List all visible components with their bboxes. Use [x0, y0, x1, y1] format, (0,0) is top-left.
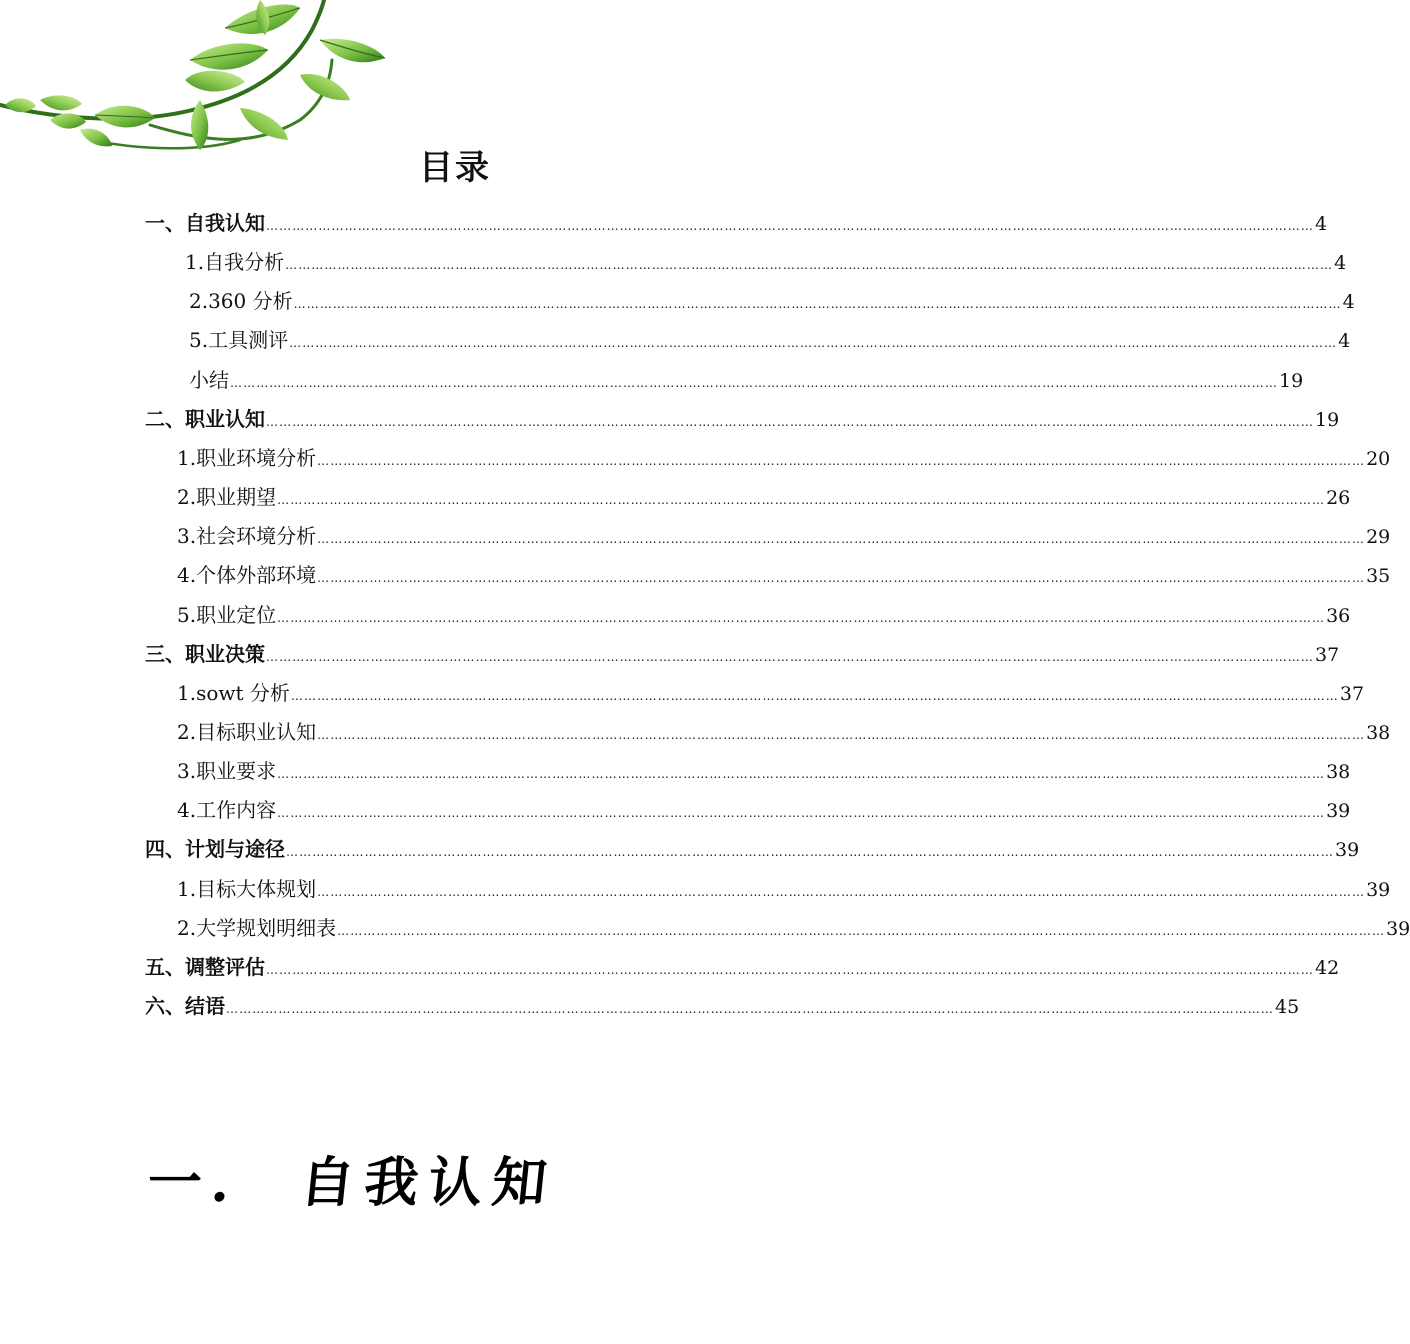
- toc-dot-leader: ……………………………………………………………………………………………………………………………………………………………………………………………………………………: [277, 806, 1326, 820]
- toc-entry[interactable]: [177, 874, 1391, 904]
- toc-entry[interactable]: [189, 365, 1304, 395]
- toc-entry[interactable]: [145, 952, 1340, 982]
- toc-entry-page: 37: [1339, 683, 1365, 705]
- toc-entry-page: 4: [1315, 213, 1328, 235]
- toc-entry[interactable]: [189, 325, 1351, 355]
- toc-entry-page: 39: [1386, 918, 1410, 940]
- toc-entry-label: 三、职业决策: [145, 642, 265, 666]
- chapter-heading: [144, 1140, 561, 1217]
- toc-dot-leader: ……………………………………………………………………………………………………………………………………………………………………………………………………………………: [266, 963, 1314, 977]
- toc-entry-page: 4: [1342, 291, 1355, 313]
- toc-entry-page: 29: [1366, 526, 1391, 548]
- toc-dot-leader: ……………………………………………………………………………………………………………………………………………………………………………………………………………………: [266, 415, 1314, 429]
- toc-entry[interactable]: [145, 404, 1340, 434]
- toc-entry[interactable]: [177, 795, 1351, 825]
- toc-dot-leader: ……………………………………………………………………………………………………………………………………………………………………………………………………………………: [317, 885, 1366, 899]
- toc-entry-label: 六、结语: [145, 994, 225, 1018]
- toc-entry-label: 五、调整评估: [145, 955, 265, 979]
- toc-dot-leader: ……………………………………………………………………………………………………………………………………………………………………………………………………………………: [293, 297, 1342, 311]
- toc-dot-leader: ……………………………………………………………………………………………………………………………………………………………………………………………………………………: [226, 1002, 1274, 1016]
- toc-entry-label: 1.职业环境分析: [177, 446, 317, 470]
- toc-entry-page: 38: [1326, 761, 1351, 783]
- toc-entry-label: 1.目标大体规划: [177, 877, 317, 901]
- toc-entry-label: 2.目标职业认知: [177, 720, 317, 744]
- toc-entry-page: 35: [1366, 565, 1391, 587]
- toc-dot-leader: ……………………………………………………………………………………………………………………………………………………………………………………………………………………: [317, 571, 1366, 585]
- toc-entry-page: 39: [1335, 839, 1360, 861]
- toc-entry-label: 2.大学规划明细表: [177, 916, 337, 940]
- toc-entry[interactable]: [177, 443, 1391, 473]
- toc-dot-leader: ……………………………………………………………………………………………………………………………………………………………………………………………………………………: [285, 258, 1334, 272]
- toc-dot-leader: ……………………………………………………………………………………………………………………………………………………………………………………………………………………: [266, 650, 1314, 664]
- toc-dot-leader: ……………………………………………………………………………………………………………………………………………………………………………………………………………………: [277, 493, 1326, 507]
- toc-entry[interactable]: [145, 991, 1300, 1021]
- toc-entry-label: 2.职业期望: [177, 485, 277, 509]
- toc-dot-leader: ……………………………………………………………………………………………………………………………………………………………………………………………………………………: [317, 454, 1366, 468]
- toc-entry[interactable]: [189, 286, 1355, 316]
- toc-dot-leader: ……………………………………………………………………………………………………………………………………………………………………………………………………………………: [317, 532, 1366, 546]
- toc-entry-label: 3.职业要求: [177, 759, 277, 783]
- toc-entry[interactable]: [177, 482, 1351, 512]
- toc-entry-page: 39: [1366, 879, 1391, 901]
- toc-dot-leader: ……………………………………………………………………………………………………………………………………………………………………………………………………………………: [230, 376, 1278, 390]
- toc-dot-leader: ……………………………………………………………………………………………………………………………………………………………………………………………………………………: [289, 336, 1338, 350]
- toc-entry-page: 45: [1275, 996, 1300, 1018]
- toc-entry[interactable]: [177, 600, 1351, 630]
- toc-entry-label: 4.工作内容: [177, 798, 277, 822]
- toc-entry-label: 小结: [189, 368, 229, 392]
- toc-dot-leader: ……………………………………………………………………………………………………………………………………………………………………………………………………………………: [266, 219, 1314, 233]
- toc-entry-label: 1.自我分析: [185, 250, 285, 274]
- toc-entry-page: 42: [1315, 957, 1340, 979]
- toc-entry[interactable]: [177, 913, 1410, 943]
- toc-entry-page: 19: [1315, 409, 1340, 431]
- toc-title: 目录: [419, 148, 491, 188]
- toc-entry-label: 一、自我认知: [145, 211, 265, 235]
- toc-entry-page: 36: [1326, 605, 1351, 627]
- toc-entry-page: 4: [1338, 330, 1351, 352]
- toc-entry[interactable]: [145, 208, 1328, 238]
- toc-dot-leader: ……………………………………………………………………………………………………………………………………………………………………………………………………………………: [337, 924, 1386, 938]
- toc-entry[interactable]: [185, 247, 1347, 277]
- toc-entry-label: 1.sowt 分析: [177, 681, 290, 705]
- toc-entry-page: 20: [1366, 448, 1391, 470]
- toc-dot-leader: ……………………………………………………………………………………………………………………………………………………………………………………………………………………: [317, 728, 1366, 742]
- toc-entry[interactable]: [177, 678, 1365, 708]
- toc-entry-label: 5.工具测评: [189, 328, 289, 352]
- toc-entry[interactable]: [177, 717, 1391, 747]
- toc-entry[interactable]: [177, 560, 1391, 590]
- toc-entry-page: 38: [1366, 722, 1391, 744]
- toc-entry-label: 3.社会环境分析: [177, 524, 317, 548]
- chapter-title: 自我认知: [297, 1150, 560, 1214]
- toc-entry-label: 2.360 分析: [189, 289, 293, 313]
- toc-entry-page: 4: [1334, 252, 1347, 274]
- toc-entry[interactable]: [177, 521, 1391, 551]
- toc-entry-page: 26: [1326, 487, 1351, 509]
- toc-entry[interactable]: [177, 756, 1351, 786]
- toc-entry-label: 二、职业认知: [145, 407, 265, 431]
- toc-entry-page: 39: [1326, 800, 1351, 822]
- toc-dot-leader: ……………………………………………………………………………………………………………………………………………………………………………………………………………………: [277, 767, 1326, 781]
- toc-dot-leader: ……………………………………………………………………………………………………………………………………………………………………………………………………………………: [290, 689, 1339, 703]
- chapter-number: 一.: [144, 1150, 244, 1214]
- toc-dot-leader: ……………………………………………………………………………………………………………………………………………………………………………………………………………………: [286, 845, 1334, 859]
- toc-entry-page: 19: [1279, 370, 1304, 392]
- toc-entry-page: 37: [1315, 644, 1340, 666]
- toc-dot-leader: ……………………………………………………………………………………………………………………………………………………………………………………………………………………: [277, 611, 1326, 625]
- toc-entry-label: 5.职业定位: [177, 603, 277, 627]
- toc-entry-label: 4.个体外部环境: [177, 563, 317, 587]
- toc-entry[interactable]: [145, 639, 1340, 669]
- toc-entry-label: 四、计划与途径: [145, 837, 285, 861]
- toc-entry[interactable]: [145, 834, 1360, 864]
